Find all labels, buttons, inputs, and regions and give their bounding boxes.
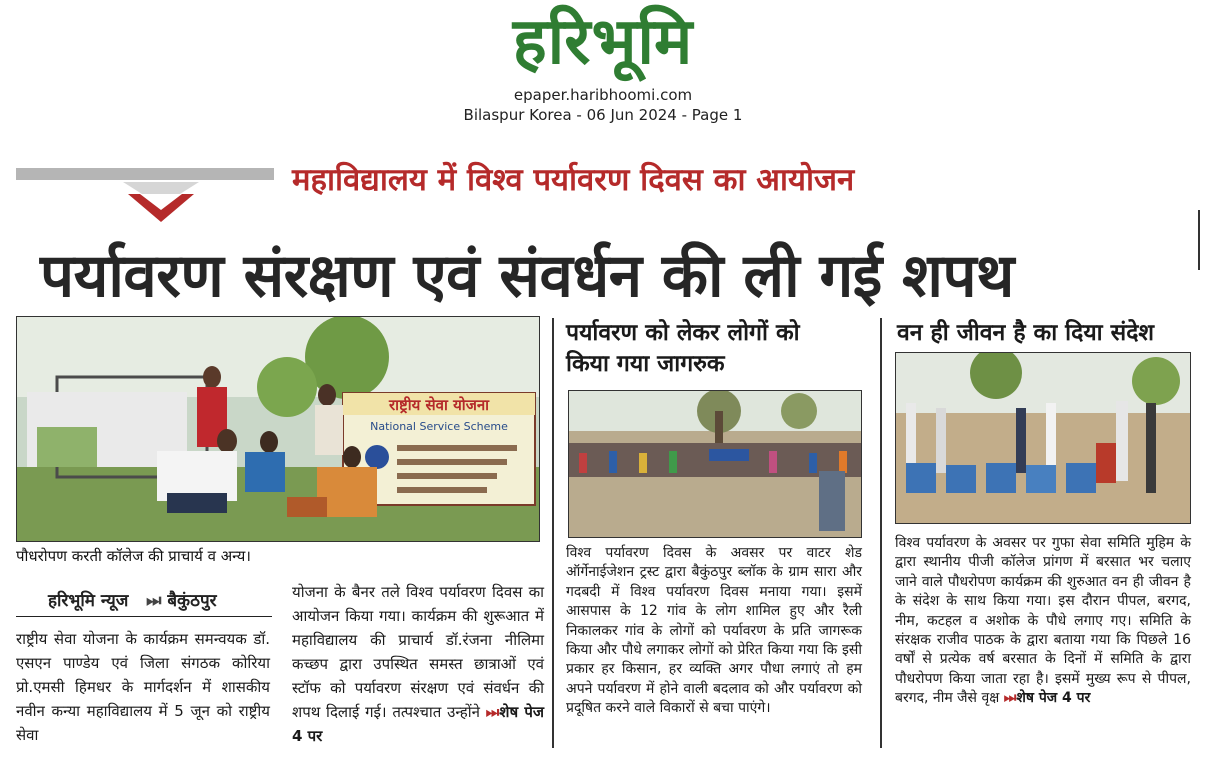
story3-body (895, 534, 1191, 709)
column-rule-2 (880, 318, 882, 748)
article-headline: पर्यावरण संरक्षण एवं संवर्धन की ली गई शपथ (40, 241, 1014, 311)
article-col-1-text: राष्ट्रीय सेवा योजना के कार्यक्रम समन्वयक डॉ. एसएन पाण्डेय एवं जिला संगठक कोरिया प्रो.एमसी हिमधर के मार्गदर्शन में शासकीय नवीन कन्या महाविद्यालय में 5 जून को राष्ट्रीय सेवा (16, 630, 270, 744)
continued-arrow-icon: ⏭ (485, 703, 500, 721)
photo-caption: पौधरोपण करती कॉलेज की प्राचार्य व अन्य। (16, 547, 251, 565)
college-plantation-photo (16, 316, 540, 542)
continued-arrow-icon-2: ⏭ (1003, 690, 1017, 707)
column-rule-1 (552, 318, 554, 748)
chevron-inner (140, 194, 182, 210)
banner-english-text: National Service Scheme (370, 420, 508, 433)
article-col-1 (16, 627, 270, 747)
article-kicker: महाविद्यालय में विश्व पर्यावरण दिवस का आयोजन (292, 162, 855, 198)
story3-body-text: विश्व पर्यावरण के अवसर पर गुफा सेवा समिति मुहिम के द्वारा स्थानीय पीजी कॉलेज प्रांगण में बरसात भर चलाए जाने वाले पौधरोपण कार्यक्रम की शुरुआत वन ही जीवन है के संदेश के साथ किया गया। इस दौरान पीपल, बरगद, नीम, कटहल व अशोक के पौधे लगाए गए। समिति के संरक्षक राजीव पाठक के द्वारा बताया गया कि पिछले 16 वर्षों से प्रत्येक वर्ष बरसात के दिनों में समिति के द्वारा पौधरोपण किया जाता रहा है। इसमें मुख्य रूप से पीपल, बरगद, नीम जैसे वृक्ष (895, 535, 1191, 707)
byline-place: बैकुंठपुर (167, 591, 217, 611)
kicker-bar (16, 168, 274, 180)
story2-body: विश्व पर्यावरण दिवस के अवसर पर वाटर शेड ऑर्गेनाईजेशन ट्रस्ट द्वारा बैकुंठपुर ब्लॉक के ग्राम सारा और गदबदी में विश्व पर्यावरण दिवस मनाया गया। इसमें आसपास के 12 गांव के लोग शामिल हुए और रैली निकालकर गांव के लोगों को पर्यावरण के प्रति जागरूक किया और पौधे लगाकर लोगों को प्रेरित किया गया कि इसी प्रकार हर किसान, हर व्यक्ति अगर पौधा लगाएं तो हम अपने पर्यावरण में होने वाली बदलाव को और पर्यावरण को प्रदूषित करने वाले विकारों से बचा पाएंगे। (566, 545, 862, 717)
plantation-group-photo (895, 352, 1191, 524)
story3-headline: वन ही जीवन है का दिया संदेश (897, 320, 1155, 346)
site-url[interactable]: epaper.haribhoomi.com (513, 86, 693, 104)
column-rule (1198, 210, 1200, 270)
continued-link[interactable]: शेष पेज 4 पर (292, 703, 544, 745)
byline-rule (16, 616, 272, 617)
byline (48, 588, 217, 611)
edition-line: Bilaspur Korea - 06 Jun 2024 - Page 1 (463, 106, 743, 124)
masthead-logo: हरिभूमि (512, 5, 694, 79)
article-col-2-body: योजना के बैनर तले विश्व पर्यावरण दिवस का आयोजन किया गया। कार्यक्रम की शुरूआत में महाविद्यालय की प्राचार्य डॉ.रंजना नीलिमा कच्छप द्वारा उपस्थित समस्त छात्राओं एवं स्टॉफ को पर्यावरण संरक्षण एवं संवर्धन की शपथ दिलाई गई। तत्पश्चात उन्होंने (292, 583, 544, 721)
article-col-2 (292, 580, 544, 748)
continued-link-2[interactable]: शेष पेज 4 पर (1016, 690, 1091, 707)
story2-headline: पर्यावरण को लेकर लोगों को किया गया जागरुक (566, 320, 800, 377)
byline-arrow-icon: ⏭ (146, 591, 162, 611)
article-col-2-text (292, 580, 544, 748)
awareness-rally-photo (568, 390, 862, 538)
byline-source: हरिभूमि न्यूज (48, 591, 129, 611)
banner-hindi-text: राष्ट्रीय सेवा योजना (388, 396, 490, 414)
